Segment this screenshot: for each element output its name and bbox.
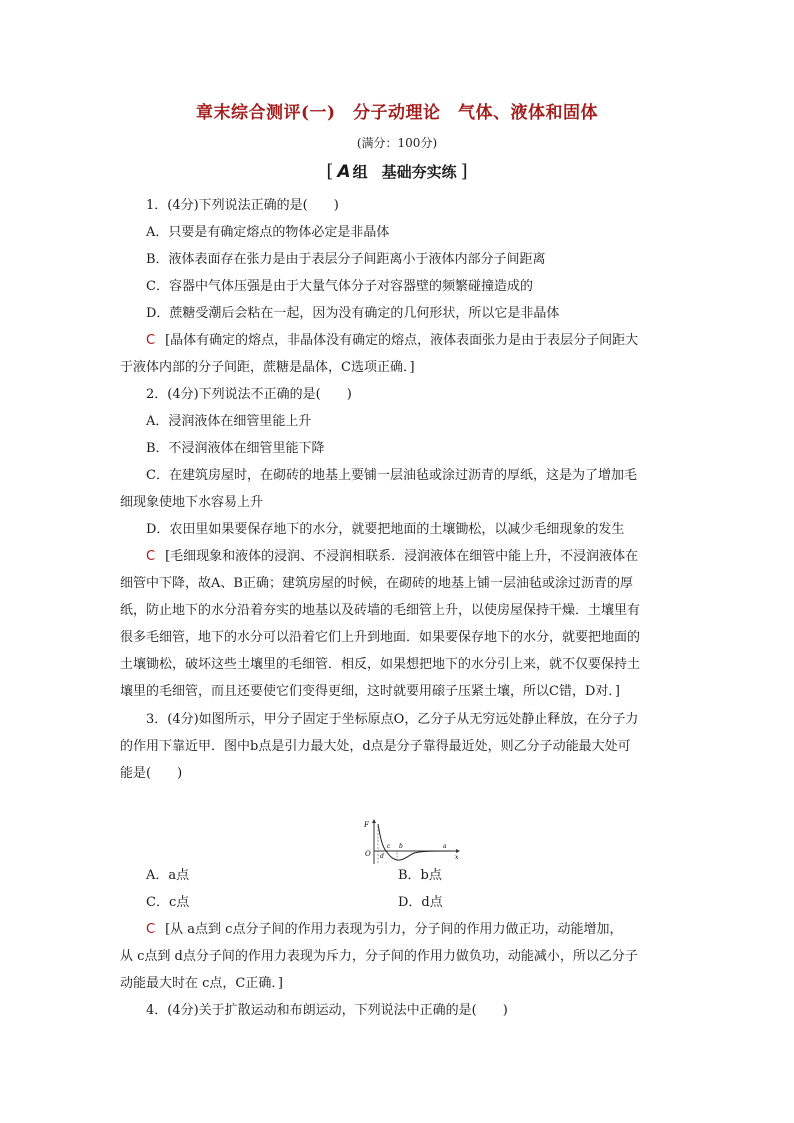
- q1-stem: 1．(4分)下列说法正确的是( ): [146, 198, 339, 213]
- q1-option-a: A．只要是有确定熔点的物体必定是非晶体: [146, 225, 390, 240]
- q2-option-d: D．农田里如果要保存地下的水分，就要把地面的土壤锄松，以减少毛细现象的发生: [146, 522, 625, 537]
- q3-answer: C: [146, 922, 156, 937]
- q3-options-row-1: [146, 866, 706, 886]
- q3-option-a: A．a点: [146, 868, 190, 883]
- q2-explanation: [146, 547, 706, 567]
- q3-option-b: B．b点: [398, 868, 442, 883]
- q3-explain-line-2: 从 c点到 d点分子间的作用力表现为斥力，分子间的作用力做负功，动能减小，所以乙分子: [120, 949, 638, 964]
- point-label-d: d: [380, 853, 384, 860]
- point-label-c: c: [387, 843, 391, 850]
- group-letter-mark: A: [337, 162, 351, 182]
- q3-options-row-2: [146, 893, 706, 913]
- q1-explanation: [146, 331, 706, 351]
- x-axis-arrow: [456, 849, 460, 853]
- q3-stem-line-2: 的作用下靠近甲．图中b点是引力最大处，d点是分子靠得最近处，则乙分子动能最大处可: [120, 739, 631, 754]
- group-bracket-left: [: [326, 161, 334, 182]
- q1-option-b: B．液体表面存在张力是由于表层分子间距离小于液体内部分子间距离: [146, 252, 546, 267]
- q3-explanation: [146, 920, 706, 940]
- q1-option-d: D．蔗糖受潮后会粘在一起，因为没有确定的几何形状，所以它是非晶体: [146, 306, 560, 321]
- q2-explain-line-6: 壤里的毛细管，而且还要使它们变得更细，这时就要用磙子压紧土壤，所以C错，D对．]: [120, 684, 620, 699]
- q2-option-a: A．浸润液体在细管里能上升: [146, 414, 312, 429]
- y-axis-arrow: [372, 819, 376, 823]
- group-label: 组: [352, 163, 368, 181]
- point-label-b: b: [399, 843, 403, 850]
- q2-option-c-line-2: 细现象使地下水容易上升: [120, 495, 264, 510]
- q2-explain-line-3: 纸，防止地下的水分沿着夯实的地基以及砖墙的毛细管上升，以使房屋保持干燥．土壤里有: [120, 603, 641, 618]
- q1-explain-line-2: 于液体内部的分子间距，蔗糖是晶体，C选项正确．]: [120, 360, 415, 375]
- group-text: 基础夯实练: [381, 163, 457, 181]
- q2-explain-line-4: 很多毛细管，地下的水分可以沿着它们上升到地面．如果要保存地下的水分，就要把地面的: [120, 630, 641, 645]
- q1-answer: C: [146, 333, 156, 348]
- axis-label-x: x: [455, 854, 459, 861]
- q1-explain-line-1: [晶体有确定的熔点，非晶体没有确定的熔点，液体表面张力是由于表层分子间距大: [165, 333, 639, 348]
- q3-stem-line-3: 能是( ): [120, 766, 183, 781]
- page-title: 章末综合测评(一) 分子动理论 气体、液体和固体: [195, 103, 599, 123]
- q2-explain-line-5: 土壤锄松，破坏这些土壤里的毛细管．相反，如果想把地下的水分引上来，就不仅要保持土: [120, 657, 641, 672]
- axis-label-f: F: [364, 821, 369, 829]
- q4-stem: 4．(4分)关于扩散运动和布朗运动，下列说法中正确的是( ): [146, 1003, 508, 1018]
- q3-option-d: D．d点: [398, 895, 443, 910]
- q2-explain-line-2: 细管中下降，故A、B正确；建筑房屋的时候，在砌砖的地基上铺一层油毡或涂过沥青的厚: [120, 576, 633, 591]
- q1-option-c: C．容器中气体压强是由于大量气体分子对容器壁的频繁碰撞造成的: [146, 279, 533, 294]
- q2-explain-line-1: [毛细现象和液体的浸润、不浸润相联系．浸润液体在细管中能上升，不浸润液体在: [165, 549, 639, 564]
- q3-explain-line-1: [从 a点到 c点分子间的作用力表现为引力，分子间的作用力做正功，动能增加，: [165, 922, 623, 937]
- q3-option-c: C．c点: [146, 895, 190, 910]
- q3-stem-line-1: 3．(4分)如图所示，甲分子固定于坐标原点O，乙分子从无穷远处静止释放，在分子力: [146, 712, 639, 727]
- group-heading: [0, 161, 794, 182]
- q2-option-c-line-1: C．在建筑房屋时，在砌砖的地基上要铺一层油毡或涂过沥青的厚纸，这是为了增加毛: [146, 468, 637, 483]
- q2-answer: C: [146, 549, 156, 564]
- q2-option-b: B．不浸润液体在细管里能下降: [146, 441, 325, 456]
- force-distance-graph: [362, 818, 462, 866]
- point-label-a: a: [443, 843, 447, 850]
- origin-label-o: O: [365, 850, 371, 858]
- group-bracket-right: ]: [460, 161, 468, 182]
- q2-stem: 2．(4分)下列说法不正确的是( ): [146, 387, 352, 402]
- q3-explain-line-3: 动能最大时在 c点，C正确．]: [120, 976, 283, 991]
- score-note: (满分：100分): [356, 136, 438, 150]
